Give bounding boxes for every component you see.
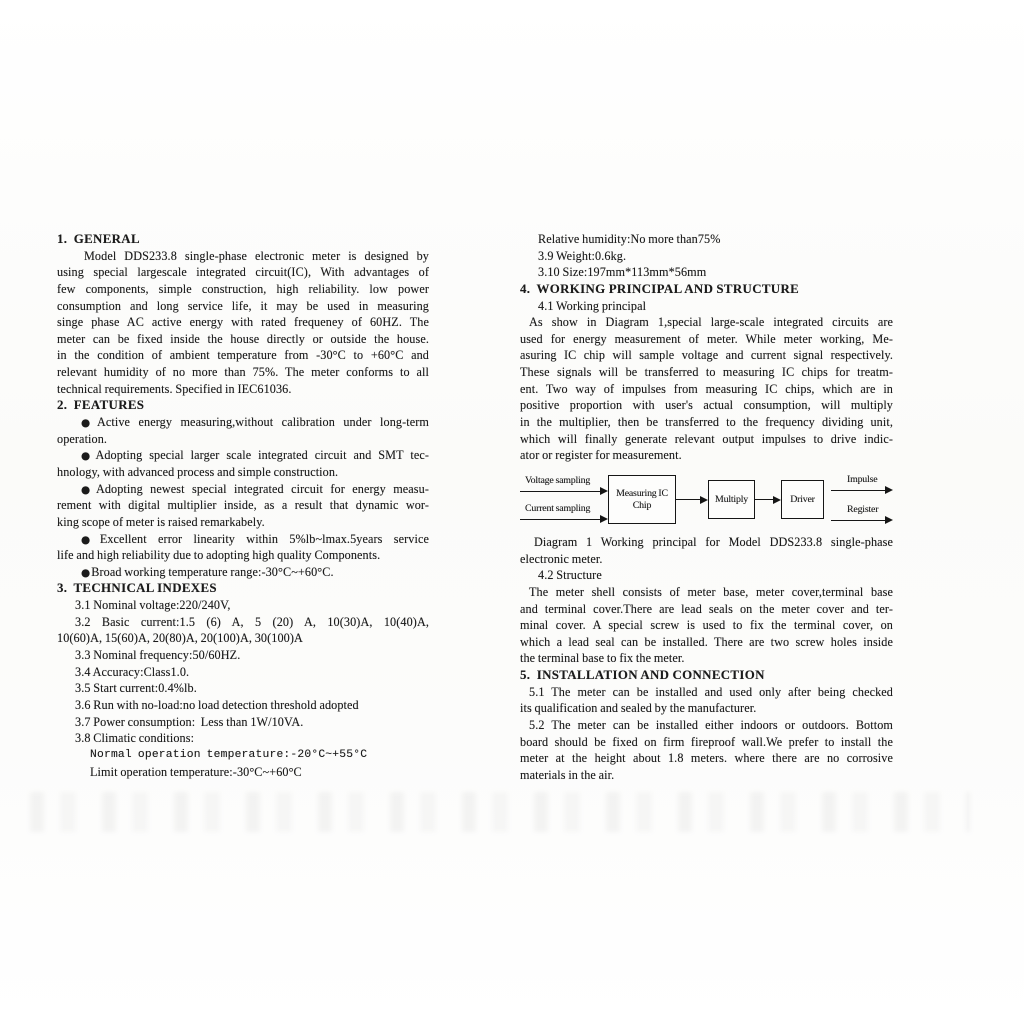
bullet-icon: ● [81,417,96,430]
text-line: its qualification and sealed by the manufacturer. [520,701,757,716]
feature-bullet [57,564,429,581]
text-block [57,597,429,614]
bullet-icon: ● [81,533,99,546]
text-line: Limit operation temperature:-30°C~+60°C [90,764,302,779]
text-block [520,684,893,717]
text-block [57,680,429,697]
text-line: in the multiplier, then be transferred to the frequency dividing unit, [520,415,893,430]
bullet-icon: ● [81,566,91,579]
diagram-box: Measuring IC Chip [608,475,676,524]
arrow-right-icon [700,496,708,504]
text-line: meter at the height about 1.8 meters. where there are no corrosive [520,751,893,766]
section-heading: 1. GENERAL [57,232,140,246]
text-block [520,534,893,567]
text-block [520,314,893,464]
text-line: 3.2 Basic current:1.5 (6) A, 5 (20) A, 10(30)A, 10(40)A, [75,614,429,629]
text-line: ●Excellent error linearity within 5%lb~lmax.5years service [81,531,429,546]
section-heading: 4. WORKING PRINCIPAL AND STRUCTURE [520,281,800,296]
text-line: life and high reliability due to adopting high quality Components. [57,548,381,563]
diagram-input-row [520,475,608,496]
text-line: operation. [57,431,108,446]
text-line: 3.6 Run with no-load:no load detection threshold adopted [75,697,359,712]
text-block [57,248,429,398]
wire-line [831,490,885,491]
diagram-outputs [824,474,893,525]
wire-line [755,499,773,500]
text-line: board should be fixed on firm fireproof wall.We prefer to install the [520,734,893,749]
text-line: 3.1 Nominal voltage:220/240V, [75,598,231,613]
diagram-inputs [520,475,608,524]
text-line: 4.2 Structure [538,568,602,583]
feature-bullet [57,447,429,480]
signal-wire [520,514,608,524]
working-principal-diagram [520,469,893,531]
diagram-connector [676,496,708,504]
diagram-input-label: Current sampling [525,503,591,515]
text-line: ator or register for measurement. [520,448,682,463]
text-line: 3.9 Weight:0.6kg. [538,248,627,263]
text-line: Relative humidity:No more than75% [538,232,721,246]
text-block [520,231,893,248]
text-block [57,730,429,747]
diagram-connector [755,496,781,504]
text-line: which a lead seal can be installed. There are two screw holes inside [520,634,893,649]
arrow-right-icon [885,516,893,524]
wire-line [831,520,885,521]
diagram-output-row [831,504,893,525]
text-line: king scope of meter is raised remarkabely. [57,514,265,529]
text-block [520,248,893,265]
text-block [57,714,429,731]
text-line: in the condition of ambient temperature from -30°C to +60°C and [57,348,429,363]
diagram-input-row [520,503,608,524]
column-right [520,231,893,784]
text-line: These signals will be transferred to measuring IC chips for treatm- [520,365,893,380]
section-heading: 5. INSTALLATION AND CONNECTION [520,668,765,683]
text-line: relevant humidity of no more than 75%. The meter conforms to all [57,365,429,380]
diagram-box: Multiply [708,480,755,519]
text-block [520,717,893,784]
text-block [520,264,893,281]
diagram-output-label: Register [847,504,879,516]
text-line: using special largescale integrated circuit(IC), With advantages of [57,265,429,280]
text-line: the terminal base to fix the meter. [520,651,685,666]
text-line: ●Adopting special larger scale integrated circuit and SMT tec- [81,448,429,463]
wire-line [676,499,700,500]
text-block [57,664,429,681]
scan-bleed-through [30,792,970,832]
text-block [520,584,893,667]
text-line: meter can be fixed inside the house directly or outside the house. [57,331,429,346]
text-line: few components, simple construction, high reliability. low power [57,281,429,296]
diagram-input-label: Voltage sampling [525,475,591,487]
text-line: Model DDS233.8 single-phase electronic meter is designed by [84,248,429,263]
text-line: singe phase AC active energy with rated frequeney of 60HZ. The [57,315,429,330]
text-block [520,567,893,584]
section-heading: 3. TECHNICAL INDEXES [57,581,217,596]
text-line: hnology, with advanced process and simple construction. [57,464,339,479]
signal-wire [831,485,893,495]
feature-bullet [57,414,429,447]
diagram-box: Driver [781,480,824,519]
text-line: Normal operation temperature:-20°C~+55°C [90,748,368,761]
text-line: rement with digital multiplier inside, as a result that dynamic wor- [57,498,429,513]
arrow-right-icon [600,487,608,495]
bullet-icon: ● [81,450,95,463]
text-line: ●Active energy measuring,without calibration under long-term [81,415,429,430]
text-block [57,697,429,714]
text-line: electronic meter. [520,551,603,566]
bullet-icon: ● [81,483,95,496]
text-block [57,764,429,781]
text-line: and terminal cover.There are lead seals on the meter cover and ter- [520,601,893,616]
text-block [57,614,429,647]
text-line: 3.7 Power consumption: Less than 1W/10VA. [75,714,304,729]
text-line: consumption and long service life, it may be used in measuring [57,298,429,313]
text-line: 3.4 Accuracy:Class1.0. [75,664,190,679]
column-left [57,231,429,780]
section-heading: 2. FEATURES [57,398,145,413]
text-line: 10(60)A, 15(60)A, 20(80)A, 20(100)A, 30(100)A [57,631,303,646]
wire-line [520,519,600,520]
text-line: The meter shell consists of meter base, meter cover,terminal base [529,584,893,599]
text-line: positive proportion with user's actual consumption, will multiply [520,398,893,413]
text-line: As show in Diagram 1,special large-scale integrated circuits are [529,315,893,330]
signal-wire [831,515,893,525]
arrow-right-icon [600,515,608,523]
text-line: used for energy measurement of meter. While meter working, Me- [520,331,893,346]
text-line: 3.5 Start current:0.4%lb. [75,681,197,696]
arrow-right-icon [885,486,893,494]
text-line: ent. Two way of impulses from measuring IC chips, which are in [520,381,893,396]
text-block [520,298,893,315]
wire-line [520,491,600,492]
diagram-output-row [831,474,893,495]
text-line: materials in the air. [520,767,615,782]
text-line: ●Broad working temperature range:-30°C~+60°C. [81,564,334,579]
text-line: Diagram 1 Working principal for Model DDS233.8 single-phase [534,534,893,549]
text-line: ●Adopting newest special integrated circuit for energy measu- [81,481,429,496]
text-line: technical requirements. Specified in IEC61036. [57,381,292,396]
text-line: 3.10 Size:197mm*113mm*56mm [538,265,707,280]
text-block [57,647,429,664]
signal-wire [520,486,608,496]
text-line: 3.3 Nominal frequency:50/60HZ. [75,648,241,663]
text-line: 4.1 Working principal [538,298,647,313]
text-line: minal cover. A special screw is used to fix the terminal cover, on [520,618,893,633]
text-block [57,747,429,764]
feature-bullet [57,481,429,531]
diagram-output-label: Impulse [847,474,878,486]
text-line: 3.8 Climatic conditions: [75,731,195,746]
text-line: which will finally generate relevant output impulses to drive indic- [520,431,893,446]
text-line: asuring IC chip will sample voltage and current signal respectively. [520,348,893,363]
arrow-right-icon [773,496,781,504]
text-line: 5.1 The meter can be installed and used only after being checked [529,684,893,699]
feature-bullet [57,531,429,564]
text-line: 5.2 The meter can be installed either indoors or outdoors. Bottom [529,718,893,733]
